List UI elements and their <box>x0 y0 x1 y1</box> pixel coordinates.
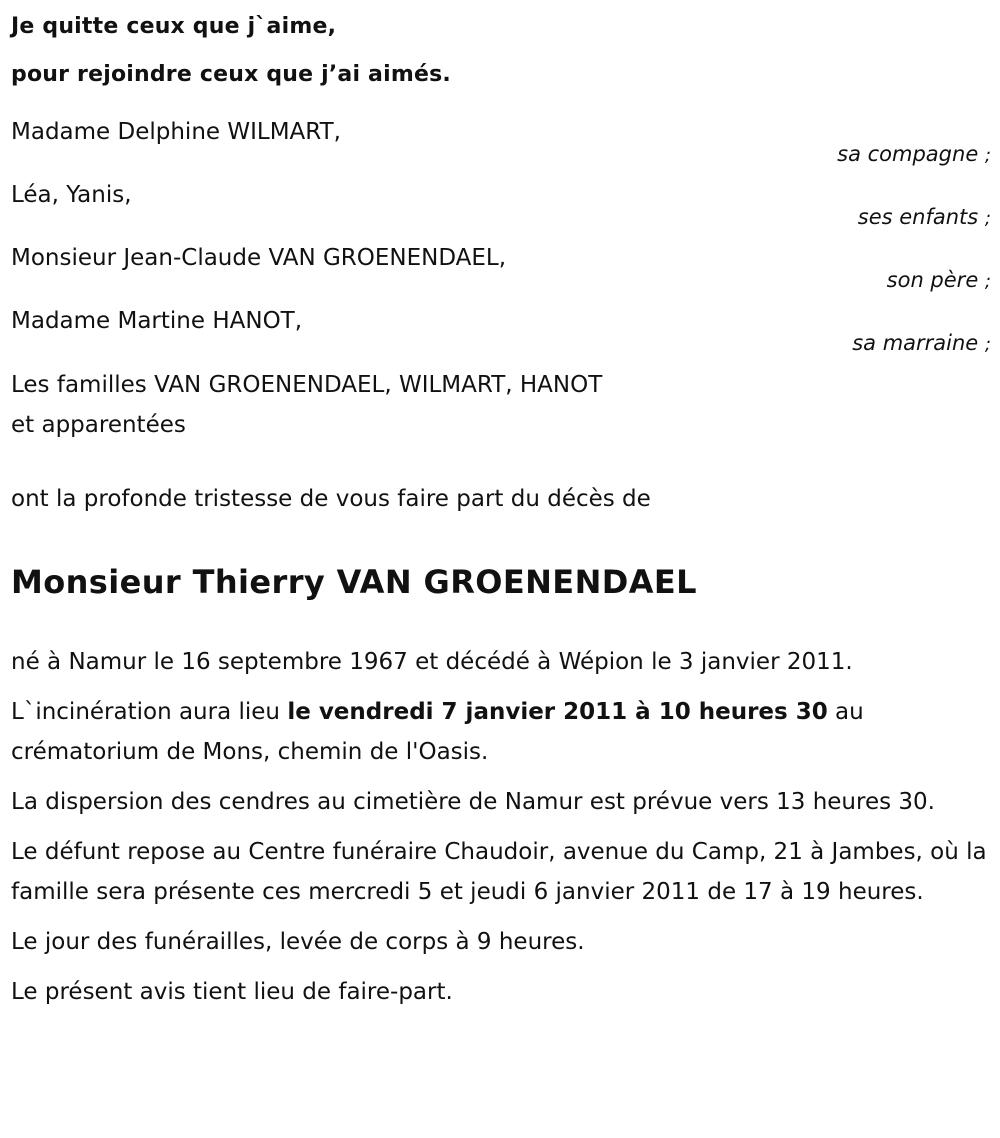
dispersion-info: La dispersion des cendres au cimetière de Namur est prévue vers 13 heures 30. <box>11 789 935 815</box>
family-member-name: Monsieur Jean-Claude VAN GROENENDAEL, <box>11 245 507 271</box>
epigraph-line-2: pour rejoindre ceux que j’ai aimés. <box>11 62 451 87</box>
family-relation <box>837 139 991 171</box>
details-section <box>11 642 991 1012</box>
relation-separator: ; <box>984 208 991 229</box>
relation-text: son père <box>886 268 979 292</box>
epigraph-line-1: Je quitte ceux que j`aime, <box>11 14 337 39</box>
repose-info: Le défunt repose au Centre funéraire Chaudoir, avenue du Camp, 21 à Jambes, où la famille sera présente ces mercredi 5 et jeudi 6 janvier 2011 de 17 à 19 heures. <box>11 839 987 905</box>
deceased-name: Monsieur Thierry VAN GROENENDAEL <box>11 563 697 601</box>
family-relation <box>858 202 991 234</box>
families-line-1: Les familles VAN GROENENDAEL, WILMART, HANOT <box>11 372 603 398</box>
families-line-2: et apparentées <box>11 412 186 438</box>
incineration-text-post: au crématorium de Mons, chemin de l'Oasis. <box>11 699 864 765</box>
relation-text: sa compagne <box>837 142 979 166</box>
relation-separator: ; <box>984 271 991 292</box>
relation-separator: ; <box>984 334 991 355</box>
family-list <box>11 117 991 445</box>
obituary-notice <box>11 0 991 1022</box>
incineration-info <box>11 692 991 772</box>
family-member-name: Léa, Yanis, <box>11 182 132 208</box>
family-member-name: Madame Martine HANOT, <box>11 308 303 334</box>
family-entry <box>11 306 991 369</box>
levee-info: Le jour des funérailles, levée de corps à 9 heures. <box>11 929 585 955</box>
family-relation <box>887 265 991 297</box>
family-member-name: Madame Delphine WILMART, <box>11 119 341 145</box>
family-entry <box>11 180 991 243</box>
incineration-text-pre: L`incinération aura lieu <box>11 699 288 725</box>
birth-death-info: né à Namur le 16 septembre 1967 et décédé à Wépion le 3 janvier 2011. <box>11 649 853 675</box>
family-relation <box>852 328 991 360</box>
epigraph <box>11 3 991 99</box>
family-entry <box>11 243 991 306</box>
faire-part-info: Le présent avis tient lieu de faire-part. <box>11 979 453 1005</box>
relation-text: ses enfants <box>857 205 979 229</box>
relation-separator: ; <box>984 145 991 166</box>
family-entry <box>11 117 991 180</box>
incineration-date-time: le vendredi 7 janvier 2011 à 10 heures 30 <box>287 699 828 725</box>
extended-families <box>11 365 991 445</box>
announcement: ont la profonde tristesse de vous faire part du décès de <box>11 486 651 512</box>
relation-text: sa marraine <box>852 331 979 355</box>
